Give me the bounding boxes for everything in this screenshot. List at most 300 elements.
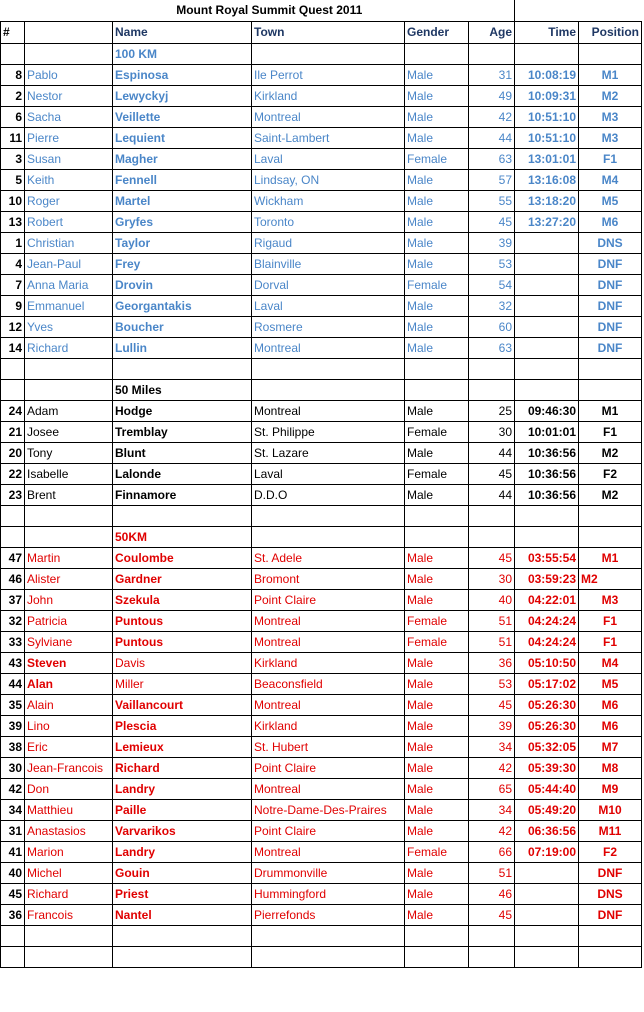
first-name: Sylviane: [25, 631, 113, 652]
finish-time: 03:59:23: [515, 568, 579, 589]
position: M10: [579, 799, 642, 820]
gender: Male: [405, 232, 469, 253]
blank-cell: [252, 43, 405, 64]
position: M2: [579, 442, 642, 463]
bib-number: 30: [1, 757, 25, 778]
age: 53: [469, 253, 515, 274]
bib-number: 34: [1, 799, 25, 820]
gender: Male: [405, 253, 469, 274]
section-header: [1, 43, 642, 64]
first-name: Adam: [25, 400, 113, 421]
blank-cell: [469, 526, 515, 547]
blank-cell: [579, 505, 642, 526]
bib-number: 20: [1, 442, 25, 463]
finish-time: 04:24:24: [515, 631, 579, 652]
blank-cell: [515, 505, 579, 526]
finish-time: 13:27:20: [515, 211, 579, 232]
bib-number: 39: [1, 715, 25, 736]
last-name: Boucher: [113, 316, 252, 337]
bib-number: 44: [1, 673, 25, 694]
first-name: Sacha: [25, 106, 113, 127]
blank-cell: [515, 946, 579, 967]
section-spacer: [1, 505, 642, 526]
position: DNF: [579, 337, 642, 358]
finish-time: 10:08:19: [515, 64, 579, 85]
position: M4: [579, 652, 642, 673]
first-name: Keith: [25, 169, 113, 190]
first-name: Josee: [25, 421, 113, 442]
table-row: [1, 883, 642, 904]
bib-number: 23: [1, 484, 25, 505]
table-row: [1, 673, 642, 694]
age: 34: [469, 799, 515, 820]
bib-number: 22: [1, 463, 25, 484]
table-row: [1, 568, 642, 589]
age: 30: [469, 568, 515, 589]
header-town: Town: [252, 21, 405, 43]
table-row: [1, 715, 642, 736]
bib-number: 12: [1, 316, 25, 337]
table-row: [1, 85, 642, 106]
gender: Male: [405, 652, 469, 673]
header-first: [25, 21, 113, 43]
bib-number: 41: [1, 841, 25, 862]
table-row: [1, 421, 642, 442]
first-name: Pablo: [25, 64, 113, 85]
first-name: John: [25, 589, 113, 610]
position: M3: [579, 589, 642, 610]
gender: Male: [405, 568, 469, 589]
age: 45: [469, 904, 515, 925]
gender: Male: [405, 904, 469, 925]
bib-number: 11: [1, 127, 25, 148]
table-row: [1, 106, 642, 127]
last-name: Martel: [113, 190, 252, 211]
first-name: Richard: [25, 337, 113, 358]
position: F2: [579, 841, 642, 862]
position: M6: [579, 211, 642, 232]
finish-time: 05:44:40: [515, 778, 579, 799]
town: Rosmere: [252, 316, 405, 337]
first-name: Yves: [25, 316, 113, 337]
position: M4: [579, 169, 642, 190]
section-label: 100 KM: [113, 43, 252, 64]
gender: Male: [405, 337, 469, 358]
last-name: Landry: [113, 841, 252, 862]
town: Kirkland: [252, 85, 405, 106]
position: M9: [579, 778, 642, 799]
gender: Male: [405, 694, 469, 715]
position: M5: [579, 673, 642, 694]
blank-cell: [405, 43, 469, 64]
last-name: Fennell: [113, 169, 252, 190]
last-name: Magher: [113, 148, 252, 169]
age: 45: [469, 547, 515, 568]
first-name: Eric: [25, 736, 113, 757]
table-row: [1, 274, 642, 295]
blank-cell: [405, 526, 469, 547]
table-row: [1, 841, 642, 862]
position: M2: [579, 484, 642, 505]
last-name: Richard: [113, 757, 252, 778]
position: M2: [579, 568, 642, 589]
finish-time: [515, 232, 579, 253]
last-name: Lemieux: [113, 736, 252, 757]
age: 34: [469, 736, 515, 757]
blank-cell: [405, 358, 469, 379]
finish-time: 13:16:08: [515, 169, 579, 190]
gender: Male: [405, 190, 469, 211]
position: DNF: [579, 253, 642, 274]
gender: Male: [405, 820, 469, 841]
last-name: Frey: [113, 253, 252, 274]
finish-time: 05:49:20: [515, 799, 579, 820]
finish-time: 09:46:30: [515, 400, 579, 421]
blank-cell: [515, 526, 579, 547]
age: 40: [469, 589, 515, 610]
blank-cell: [469, 358, 515, 379]
blank-cell: [469, 946, 515, 967]
last-name: Plescia: [113, 715, 252, 736]
gender: Female: [405, 610, 469, 631]
blank-cell: [252, 358, 405, 379]
bib-number: 4: [1, 253, 25, 274]
finish-time: 06:36:56: [515, 820, 579, 841]
section-label: 50 Miles: [113, 379, 252, 400]
age: 45: [469, 211, 515, 232]
last-name: Gryfes: [113, 211, 252, 232]
first-name: Brent: [25, 484, 113, 505]
blank-cell: [252, 925, 405, 946]
last-name: Hodge: [113, 400, 252, 421]
blank-cell: [25, 526, 113, 547]
gender: Male: [405, 589, 469, 610]
table-row: [1, 589, 642, 610]
table-row: [1, 127, 642, 148]
last-name: Gardner: [113, 568, 252, 589]
town: Montreal: [252, 694, 405, 715]
first-name: Jean-Paul: [25, 253, 113, 274]
last-name: Nantel: [113, 904, 252, 925]
table-row: [1, 778, 642, 799]
blank-cell: [252, 946, 405, 967]
finish-time: 10:36:56: [515, 484, 579, 505]
table-row: [1, 442, 642, 463]
age: 44: [469, 442, 515, 463]
header-num: #: [1, 21, 25, 43]
table-row: [1, 148, 642, 169]
table-row: [1, 64, 642, 85]
blank-cell: [515, 379, 579, 400]
town: D.D.O: [252, 484, 405, 505]
position: M1: [579, 64, 642, 85]
header-time: Time: [515, 21, 579, 43]
last-name: Coulombe: [113, 547, 252, 568]
first-name: Pierre: [25, 127, 113, 148]
blank-cell: [1, 43, 25, 64]
blank-cell: [579, 925, 642, 946]
gender: Male: [405, 883, 469, 904]
age: 32: [469, 295, 515, 316]
blank-cell: [113, 925, 252, 946]
position: M11: [579, 820, 642, 841]
first-name: Alain: [25, 694, 113, 715]
age: 57: [469, 169, 515, 190]
first-name: Emmanuel: [25, 295, 113, 316]
table-row: [1, 652, 642, 673]
age: 51: [469, 631, 515, 652]
section-header: [1, 526, 642, 547]
last-name: Veillette: [113, 106, 252, 127]
gender: Female: [405, 841, 469, 862]
first-name: Steven: [25, 652, 113, 673]
table-row: [1, 610, 642, 631]
finish-time: 03:55:54: [515, 547, 579, 568]
blank-cell: [25, 505, 113, 526]
age: 45: [469, 694, 515, 715]
age: 42: [469, 106, 515, 127]
table-row: [1, 904, 642, 925]
bib-number: 36: [1, 904, 25, 925]
age: 31: [469, 64, 515, 85]
table-row: [1, 295, 642, 316]
age: 66: [469, 841, 515, 862]
town: Montreal: [252, 778, 405, 799]
gender: Male: [405, 778, 469, 799]
town: Toronto: [252, 211, 405, 232]
age: 63: [469, 148, 515, 169]
table-row: [1, 190, 642, 211]
town: Dorval: [252, 274, 405, 295]
bib-number: 5: [1, 169, 25, 190]
town: Drummonville: [252, 862, 405, 883]
town: Pierrefonds: [252, 904, 405, 925]
position: F1: [579, 421, 642, 442]
age: 53: [469, 673, 515, 694]
finish-time: 05:26:30: [515, 715, 579, 736]
blank-cell: [579, 358, 642, 379]
header-gender: Gender: [405, 21, 469, 43]
gender: Male: [405, 862, 469, 883]
first-name: Francois: [25, 904, 113, 925]
gender: Male: [405, 106, 469, 127]
age: 44: [469, 484, 515, 505]
gender: Male: [405, 85, 469, 106]
position: M2: [579, 85, 642, 106]
bib-number: 14: [1, 337, 25, 358]
position: M1: [579, 400, 642, 421]
town: St. Hubert: [252, 736, 405, 757]
town: Point Claire: [252, 757, 405, 778]
table-row: [1, 169, 642, 190]
town: Laval: [252, 295, 405, 316]
table-row: [1, 253, 642, 274]
age: 36: [469, 652, 515, 673]
bib-number: 7: [1, 274, 25, 295]
blank-cell: [1, 505, 25, 526]
section-label: 50KM: [113, 526, 252, 547]
gender: Female: [405, 148, 469, 169]
last-name: Szekula: [113, 589, 252, 610]
town: St. Adele: [252, 547, 405, 568]
bib-number: 31: [1, 820, 25, 841]
finish-time: 10:51:10: [515, 106, 579, 127]
town: Montreal: [252, 631, 405, 652]
first-name: Michel: [25, 862, 113, 883]
blank-cell: [113, 358, 252, 379]
finish-time: [515, 274, 579, 295]
finish-time: 04:22:01: [515, 589, 579, 610]
table-row: [1, 757, 642, 778]
gender: Male: [405, 673, 469, 694]
first-name: Christian: [25, 232, 113, 253]
table-row: [1, 862, 642, 883]
bib-number: 8: [1, 64, 25, 85]
first-name: Marion: [25, 841, 113, 862]
town: Saint-Lambert: [252, 127, 405, 148]
last-name: Tremblay: [113, 421, 252, 442]
last-name: Paille: [113, 799, 252, 820]
finish-time: 10:01:01: [515, 421, 579, 442]
position: DNF: [579, 862, 642, 883]
age: 54: [469, 274, 515, 295]
bib-number: 1: [1, 232, 25, 253]
last-name: Gouin: [113, 862, 252, 883]
finish-time: [515, 337, 579, 358]
last-name: Puntous: [113, 610, 252, 631]
blank-cell: [515, 925, 579, 946]
last-name: Varvarikos: [113, 820, 252, 841]
blank-cell: [469, 505, 515, 526]
blank-cell: [252, 505, 405, 526]
first-name: Susan: [25, 148, 113, 169]
first-name: Don: [25, 778, 113, 799]
bib-number: 37: [1, 589, 25, 610]
header-row: [1, 21, 642, 43]
blank-cell: [405, 505, 469, 526]
title-spacer-right: [515, 0, 642, 21]
gender: Male: [405, 169, 469, 190]
section-spacer: [1, 358, 642, 379]
age: 45: [469, 463, 515, 484]
position: M7: [579, 736, 642, 757]
position: DNF: [579, 295, 642, 316]
bib-number: 13: [1, 211, 25, 232]
age: 51: [469, 862, 515, 883]
gender: Male: [405, 715, 469, 736]
finish-time: 05:39:30: [515, 757, 579, 778]
table-row: [1, 316, 642, 337]
bib-number: 33: [1, 631, 25, 652]
gender: Male: [405, 400, 469, 421]
position: F1: [579, 148, 642, 169]
table-row: [1, 337, 642, 358]
finish-time: 05:32:05: [515, 736, 579, 757]
town: Montreal: [252, 610, 405, 631]
bib-number: 32: [1, 610, 25, 631]
last-name: Puntous: [113, 631, 252, 652]
bib-number: 3: [1, 148, 25, 169]
finish-time: 10:51:10: [515, 127, 579, 148]
bib-number: 38: [1, 736, 25, 757]
finish-time: 13:01:01: [515, 148, 579, 169]
bib-number: 40: [1, 862, 25, 883]
finish-time: [515, 883, 579, 904]
bib-number: 42: [1, 778, 25, 799]
trailing-blank: [1, 925, 642, 946]
bib-number: 46: [1, 568, 25, 589]
first-name: Isabelle: [25, 463, 113, 484]
position: M6: [579, 694, 642, 715]
gender: Male: [405, 799, 469, 820]
gender: Male: [405, 127, 469, 148]
header-age: Age: [469, 21, 515, 43]
age: 65: [469, 778, 515, 799]
age: 39: [469, 715, 515, 736]
first-name: Patricia: [25, 610, 113, 631]
blank-cell: [405, 379, 469, 400]
section-header: [1, 379, 642, 400]
position: M3: [579, 106, 642, 127]
town: Beaconsfield: [252, 673, 405, 694]
last-name: Drovin: [113, 274, 252, 295]
town: Hummingford: [252, 883, 405, 904]
blank-cell: [579, 379, 642, 400]
table-row: [1, 547, 642, 568]
last-name: Priest: [113, 883, 252, 904]
blank-cell: [252, 526, 405, 547]
last-name: Lullin: [113, 337, 252, 358]
table-row: [1, 463, 642, 484]
blank-cell: [113, 946, 252, 967]
finish-time: 05:26:30: [515, 694, 579, 715]
town: Montreal: [252, 106, 405, 127]
last-name: Lequient: [113, 127, 252, 148]
bib-number: 21: [1, 421, 25, 442]
town: Kirkland: [252, 652, 405, 673]
blank-cell: [1, 925, 25, 946]
town: Ile Perrot: [252, 64, 405, 85]
gender: Male: [405, 442, 469, 463]
first-name: Anna Maria: [25, 274, 113, 295]
position: M5: [579, 190, 642, 211]
blank-cell: [1, 379, 25, 400]
gender: Male: [405, 295, 469, 316]
finish-time: [515, 295, 579, 316]
page-title: Mount Royal Summit Quest 2011: [25, 0, 515, 21]
town: Montreal: [252, 337, 405, 358]
town: Laval: [252, 463, 405, 484]
table-row: [1, 232, 642, 253]
blank-cell: [1, 526, 25, 547]
gender: Female: [405, 631, 469, 652]
finish-time: [515, 904, 579, 925]
town: Montreal: [252, 400, 405, 421]
age: 51: [469, 610, 515, 631]
blank-cell: [515, 43, 579, 64]
position: DNF: [579, 274, 642, 295]
blank-cell: [469, 379, 515, 400]
age: 44: [469, 127, 515, 148]
position: M3: [579, 127, 642, 148]
gender: Male: [405, 547, 469, 568]
town: St. Lazare: [252, 442, 405, 463]
gender: Male: [405, 316, 469, 337]
blank-cell: [113, 505, 252, 526]
town: Montreal: [252, 841, 405, 862]
last-name: Blunt: [113, 442, 252, 463]
finish-time: 10:36:56: [515, 442, 579, 463]
